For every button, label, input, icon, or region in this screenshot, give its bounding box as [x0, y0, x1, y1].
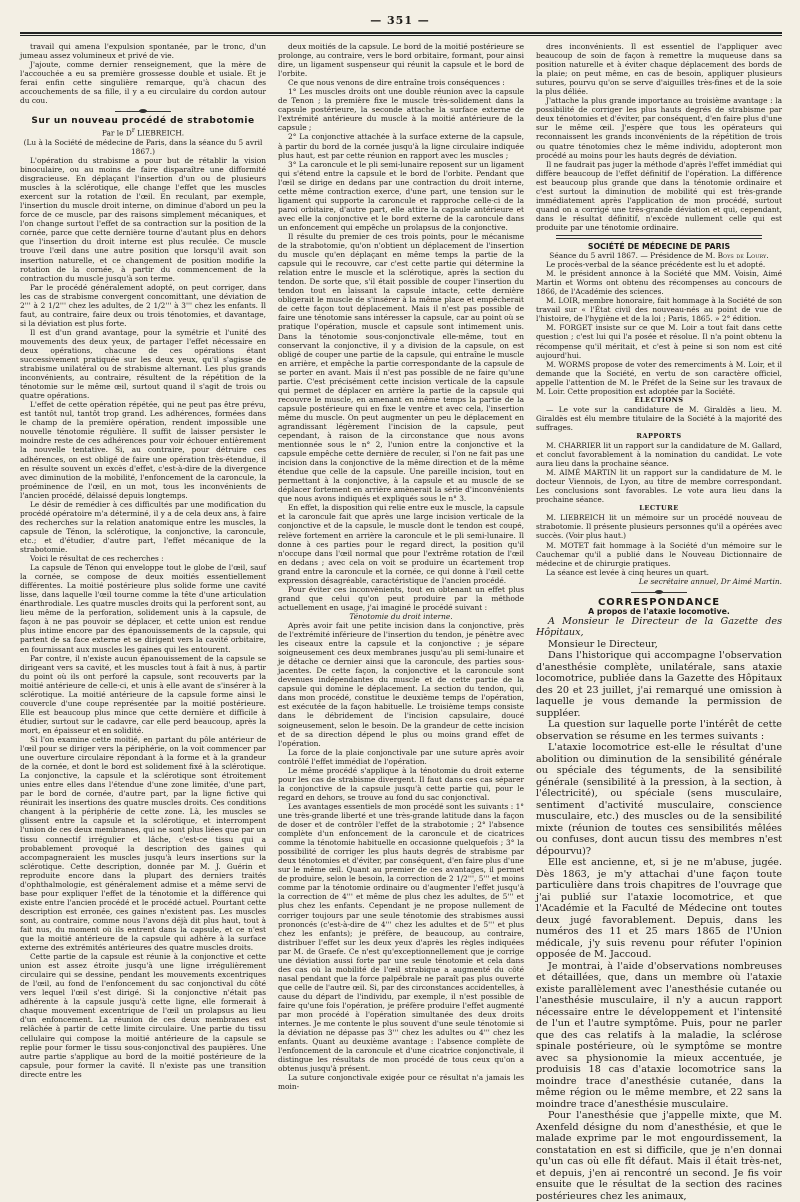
column-3	[536, 42, 782, 1202]
lecture-para-1: M. MOTET fait hommage à la Société d'un mémoire sur le Cauchemar qu'il a publié dans le Nouveau Dictionnaire de médecine et de chirurgie pratiques.	[536, 540, 782, 568]
section-rule	[556, 235, 762, 239]
corr-para-4: Elle est ancienne, et, si je ne m'abuse, jugée. Dès 1863, je m'y attachai d'une façon toute particulière dans trois chapitres de l'ouvrage que j'ai publié sur l'ataxie locomotrice, et que l'Académie et la Faculté de Médecine ont toutes deux jugé favorablement. Depuis, dans les numéros des 11 et 25 mars 1865 de l'Union médicale, j'y suis revenu pour réfuter l'opinion opposée de M. Jaccoud.	[536, 857, 782, 961]
rapports-para-1: M. AIMÉ MARTIN lit un rapport sur la candidature de M. le docteur Viennois, de Lyon, au titre de membre correspondant. Les conclusions sont favorables. Le vote aura lieu dans la prochaine séance.	[536, 468, 782, 505]
elections-heading: ÉLECTIONS	[634, 395, 684, 404]
header-rule	[20, 32, 782, 34]
col1-para-3: L'effet de cette opération répétée, qui ne peut pas être prévu, est tantôt nul, tantôt trop grand. Les adhérences, formées dans le champ de la première opération, rendent impossible une nouvelle ténotomie régulière. Il suffit de laisser persister le moindre reste de ces adhérences pour voir échouer entièrement la nouvelle tentative. Si, au contraire, pour détruire ces adhérences, on est obligé de faire une opération très-étendue, il en résulte souvent un excès d'effet, c'est-à-dire de la divergence avec diminution de la mobilité, l'enfoncement de la caroncule, la proéminence de l'œil, en un mot, tous les inconvénients de l'ancien procédé, délaissé depuis longtemps.	[20, 400, 266, 500]
col2-para2-4: La suture conjonctivale exigée pour ce résultat n'a jamais les moin-	[278, 1073, 524, 1092]
lecture-heading: LECTURE	[639, 504, 679, 513]
col2-para-0: deux moitiés de la capsule. Le bord de la moitié postérieure se prolonge, au contraire, vers le bord orbitaire, formant, pour ainsi dire, un ligament suspenseur qui réunit la capsule et le bord de l'orbite.	[278, 42, 524, 79]
column-1	[20, 42, 266, 1202]
society-session	[536, 251, 782, 260]
corr-para-2: La question sur laquelle porte l'intérêt de cette observation se résume en les termes suivants :	[536, 719, 782, 742]
corr-address: A Monsieur le Directeur de la Gazette des Hôpitaux,	[536, 615, 782, 639]
col2-subhead: Ténotomie du droit interne.	[349, 611, 453, 621]
col2-para-2: 1° Les muscles droits ont une double réunion avec la capsule de Tenon ; la première fixe le muscle très-solidement dans la capsule postérieure, la seconde attache la surface externe de l'extrémité antérieure du muscle à la moitié antérieure de la capsule ;	[278, 87, 524, 133]
elections-para: — Le vote sur la candidature de M. Giraldès a lieu. M. Giraldès est élu membre titulaire de la Société à la majorité des suffrages.	[536, 404, 782, 432]
article-byline: Par le $D^r$ LIEBREICH.	[101, 127, 185, 138]
text-columns	[20, 42, 782, 1202]
rapports-para-0: M. CHARRIER lit un rapport sur la candidature de M. Gallard, et conclut favorablement à la nomination du candidat. Le vote aura lieu dans la prochaine séance.	[536, 441, 782, 469]
article-note: (Lu à la Société de médecine de Paris, dans la séance du 5 avril 1867.)	[23, 137, 263, 156]
society-title: SOCIÉTÉ DE MÉDECINE DE PARIS	[587, 241, 731, 251]
col3-para-1: J'attache la plus grande importance au troisième avantage : la possibilité de corriger les plus hauts degrés de strabisme par deux ténotomies et d'éviter, par conséquent, d'en faire plus d'une sur le même œil. J'espère que tous les opérateurs qui reconnaissent les grands inconvénients de la répétition de trois ou quatre ténotomies chez le même individu, adopteront mon procédé au moins pour les hauts degrés de déviation.	[536, 96, 782, 160]
col2-para-3: 2° La conjonctive attachée à la surface externe de la capsule, à partir du bord de la cornée jusqu'à la ligne circulaire indiquée plus haut, est par cette réunion en rapport avec les muscles ;	[278, 132, 524, 160]
ornament-separator-2	[536, 589, 782, 595]
lecture-para-0: M. LIEBREICH lit un mémoire sur un procédé nouveau de strabotomie. Il présente plusieurs personnes qu'il a opérées avec succès. (Voir plus haut.)	[536, 513, 782, 541]
corr-para-1: Dans l'historique qui accompagne l'observation d'anesthésie complète, unilatérale, sans ataxie locomotrice, publiée dans la Gazette des Hôpitaux des 20 et 23 juillet, j'ai remarqué une omission à laquelle je vous demande la permission de suppléer.	[536, 650, 782, 719]
col1-para-2: Il est d'un grand avantage, pour la symétrie et l'unité des mouvements des deux yeux, de partager l'effet nécessaire en deux opérations, chacune de ces opérations étant successivement pratiquée sur les deux yeux, qu'il s'agisse de strabisme unilatéral ou de strabisme alternant. Les plus grands inconvénients, au contraire, résultent de la répétition de la ténotomie sur le même œil, surtout quand il s'agit de trois ou quatre opérations.	[20, 327, 266, 401]
corr-para-0: Monsieur le Directeur,	[548, 638, 658, 650]
byline-prefix: Par le D	[101, 128, 132, 138]
col1-para-8: Si l'on examine cette moitié, en partant du pôle antérieur de l'œil pour se diriger vers la périphérie, on la voit commencer par une ouverture circulaire répondant à la forme et à la grandeur de la cornée, et dont le bord est solidement fixé à la sclérotique. La conjonctive, la capsule et la sclérotique sont étroitement unies entre elles dans l'étendue d'une zone limitée, d'une part, par le bord de cornée, d'autre part, par la ligne fictive qui réunirait les insertions des quatre muscles droits. Ces conditions changent à la périphérie de cette zone. Là, les muscles se glissent entre la capsule et la sclérotique, et interrompent l'union de ces deux membranes, qui ne sont plus liées que par un tissu connectif irrégulier et lâche, c'est-ce tissu qui a probablement provoqué la description des gaines qui accompagneraient les muscles jusqu'à leurs insertions sur la sclérotique. Cette description, donnée par M. J. Guérin et reproduite encore dans la plupart des derniers traités d'ophthalmologie, est généralement admise et a même servi de base pour expliquer l'effet de la ténotomie et la différence qui existe entre l'ancien procédé et le procédé actuel. Pourtant cette description est erronée, ces gaines n'existent pas. Les muscles sont, au contraire, comme nous l'avons déjà dit plus haut, tout à fait nus, du moment où ils entrent dans la capsule, et ce n'est que la moitié antérieure de la capsule qui adhère à la surface externe des extrémités antérieures des quatre muscles droits.	[20, 734, 266, 953]
society-para-1: M. le président annonce à la Société que MM. Voisin, Aimé Martin et Worms ont obtenu des récompenses au concours de 1866, de l'Académie des sciences.	[536, 269, 782, 297]
column-2	[278, 42, 524, 1202]
article-title: Sur un nouveau procédé de strabotomie	[31, 116, 255, 127]
col1-para-4: Le désir de remédier à ces difficultés par une modification du procédé opératoire m'a déterminé, il y a de cela deux ans, à faire des recherches sur la relation anatomique entre les muscles, la capsule de Ténon, la sclérotique, la conjonctive, la caroncule, etc.; et d'étudier, d'autre part, l'effet mécanique de la strabotomie.	[20, 499, 266, 554]
corr-para-3: L'ataxie locomotrice est-elle le résultat d'une abolition ou diminution de la sensibilité générale ou spéciale des téguments, de la sensibilité générale (sensibilité à la pression, à la section, à l'électricité), ou spéciale (sens musculaire, sentiment d'activité musculaire, conscience musculaire, etc.) des muscles ou de la sensibilité mixte (réunion de toutes ces sensibilités mêlées ou confuses, dont aucun tissu des membres n'est dépourvu)?	[536, 742, 782, 857]
col2-para-4: 3° La caroncule et le pli semi-lunaire reposent sur un ligament qui s'étend entre la capsule et le bord de l'orbite. Pendant que l'œil se dirige en dedans par une contraction du droit interne, cette même contraction exerce, d'une part, une tension sur le ligament qui supporte la caroncule et rapproche celle-ci de la paroi orbitaire, d'autre part, elle attire la capsule antérieure et avec elle la conjonctive et le bord externe de la caroncule dans un enfoncement qui empêche un prolapsus de la conjonctive.	[278, 159, 524, 232]
col3-para-0: dres inconvénients. Il est essentiel de l'appliquer avec beaucoup de soin de façon à remettre la muqueuse dans sa position naturelle et à éviter chaque déplacement des bords de la plaie; on peut même, en cas de besoin, appliquer plusieurs sutures, pourvu qu'on se serve d'aiguilles très-fines et de la soie la plus déliée.	[536, 42, 782, 97]
society-para-3: M. FORGET insiste sur ce que M. Loir a tout fait dans cette question ; c'est lui qui l'a posée et résolue. Il n'a point obtenu la récompense qu'il méritait, et c'est à peine si son nom est cité aujourd'hui.	[536, 323, 782, 360]
correspondance-subtitle: A propos de l'ataxie locomotive.	[588, 606, 730, 616]
col1-para-6: La capsule de Ténon qui enveloppe tout le globe de l'œil, sauf la cornée, se compose de deux moitiés essentiellement différentes. La moitié postérieure plus solide forme une cavité lisse, dans laquelle l'œil tourne comme la tête d'une articulation énarthrodiale. Les quatre muscles droits qui la perforent sont, au lieu même de la perforation, solidement unis à la capsule, de façon à ne pas pouvoir se déplacer, et cette union est rendue plus intime encore par des épanouissements de la capsule, qui partent de sa face externe et se dirigent vers la cavité orbitaire, en fournissant aux muscles les gaines qui les entourent.	[20, 563, 267, 654]
correspondance-title: CORRESPONDANCE	[597, 596, 721, 608]
page-number: — 351 —	[370, 14, 430, 27]
col1-intro-0: travail qui amena l'expulsion spontanée, par le tronc, d'un jumeau assez volumineux et privé de vie.	[20, 42, 266, 61]
col2-para2-3: Les avantages essentiels de mon procédé sont les suivants : 1° une très-grande liberté et une très-grande latitude dans la façon de doser et de contrôler l'effet de la strabotomie ; 2° l'absence complète d'un enfoncement de la caroncule et de cicatrices comme la ténotomie habituelle en occasionne quelquefois ; 3° la possibilité de corriger les plus hauts degrés de strabisme par deux ténotomies et d'éviter, par conséquent, d'en faire plus d'une sur le même œil. Quant au premier de ces avantages, il permet de produire, selon le besoin, la correction de 2 1/2''', 5''' et moins comme par la ténotomie ordinaire ou d'augmenter l'effet jusqu'à la correction de 4''' et même de plus chez les adultes, de 5''' et plus chez les enfants. Cependant je ne propose nullement de corriger toujours par une seule ténotomie des strabismes aussi prononcés (c'est-à-dire de 4''' chez les adultes et de 5''' et plus chez les enfants); je préfère, de beaucoup, au contraire, distribuer l'effet sur les deux yeux d'après les règles indiquées par M. de Graefe. Ce n'est qu'exceptionnellement que je corrige une déviation aussi forte par une seule ténotomie et cela dans des cas où la mobilité de l'œil strabique a augmenté du côté nasal pendant que la force palpébrale ne paraît pas plus ouverte que celle de l'autre œil. Si, par des circonstances accidentelles, à cause du départ de l'individu, par exemple, il n'est possible de faire qu'une fois l'opération, je préfère produire l'effet augmenté par mon procédé à l'opération simultanée des deux droits internes. Je me contente le plus souvent d'une seule ténotomie si la déviation ne dépasse pas 3''' chez les adultes ou 4''' chez les enfants. Quant au deuxième avantage : l'absence complète de l'enfoncement de la caroncule et d'une cicatrice conjonctivale, il distingue les résultats de mon procédé de tous ceux qu'on a obtenus jusqu'à présent.	[278, 801, 524, 1074]
col2-para-1: Ce que nous venons de dire entraîne trois conséquences :	[288, 78, 505, 88]
col2-para-7: Pour éviter ces inconvénients, tout en obtenant un effet plus grand que celui qu'on peut produire par la méthode actuellement en usage, j'ai imaginé le procédé suivant :	[278, 584, 524, 612]
lecture-para-2: La séance est levée à cinq heures un quart.	[546, 567, 710, 577]
col2-para2-1: La force de la plaie conjonctivale par une suture après avoir contrôlé l'effet immédiat de l'opération.	[278, 747, 524, 766]
col1-para-5: Voici le résultat de ces recherches :	[30, 554, 164, 564]
col2-para-6: En effet, la disposition qui relie entre eux le muscle, la capsule et la caroncule fait que après une large incision verticale de la conjonctive et de la capsule, le muscle dont le tendon est coupé, relève fortement en arrière la caroncule et le pli semi-lunaire. Il donne à ces parties pour le regard direct, la position qu'il n'occupe dans l'œil normal que pour l'extrême rotation de l'œil en dedans ; avec cela on voit se produire un écartement trop grand entre la caroncule et la cornée, ce qui donne à l'œil cette expression désagréable, caractéristique de l'ancien procédé.	[278, 503, 524, 585]
society-para-0: Le procès-verbal de la séance précédente est lu et adopté.	[546, 260, 766, 270]
correspondance-body	[536, 616, 782, 1202]
corr-para-5: Je montrai, à l'aide d'observations nombreuses et détaillées, que, dans un membre où l'ataxie existe parallèlement avec l'anesthésie cutanée ou l'anesthésie musculaire, il n'y a aucun rapport nécessaire entre le développement et l'intensité de l'un et l'autre symptôme. Puis, pour ne parler que des cas relatifs à la maladie, la sclérose spinale postérieure, où le symptôme se montre avec sa physionomie la mieux accentuée, je produisis 18 cas d'ataxie locomotrice sans la moindre trace d'anesthésie cutanée, dans la même région ou le même membre, et 22 sans la moindre trace d'anesthésie musculaire.	[536, 960, 782, 1110]
ornament-separator	[20, 108, 266, 114]
col1-para-1: Par le procédé généralement adopté, on peut corriger, dans les cas de strabisme convergent concomittant, une déviation de 2''' à 2 1/2''' chez les adultes, de 2 1/2''' à 3''' chez les enfants. Il faut, au contraire, faire deux ou trois ténotomies, et davantage, si la déviation est plus forte.	[20, 282, 266, 328]
byline-name: LIEBREICH.	[137, 128, 185, 138]
secretary-signature: Le secrétaire annuel, Dr Aimé Martin.	[638, 576, 782, 586]
col1-intro-1: J'ajoute, comme dernier renseignement, que la mère de l'accouchée a eu sa première grossesse double et usiale. Et je ferai enfin cette singulière remarque, qu'à chacun des accouchements de sa fille, il y a eu circulaire du cordon autour du cou.	[20, 60, 266, 106]
rapports-heading: RAPPORTS	[636, 431, 682, 440]
society-para-4: M. WORMS propose de voter des remerciments à M. Loir, et il demande que la Société, en vertu de son caractère officiel, appelle l'attention de M. le Préfet de la Seine sur les travaux de M. Loir. Cette proposition est adoptée par la Société.	[536, 359, 782, 396]
col1-para-9: Cette partie de la capsule est réunie à la conjonctive et cette union est assez étroite jusqu'à une ligne irrégulièrement circulaire qui se dessine, pendant les mouvements excentriques de l'œil, au fond de l'enfoncement du sac conjonctival du côté vers lequel l'œil s'est dirigé. Si la conjonctive n'était pas adhérente à la capsule jusqu'à cette ligne, elle formerait à chaque mouvement excentrique de l'œil un prolapsus au lieu d'un enfoncement. La réunion de ces deux membranes est relâchée à partir de cette limite circulaire. Une partie du tissu cellulaire qui compose la moitié antérieure de la capsule se replie pour former le tissu sous-conjonctival des paupières. Une autre partie s'applique au bord de la moitié postérieure de la capsule, pour former la cavité. Il n'existe pas une transition directe entre les	[20, 952, 266, 1079]
header-rule-thin	[20, 35, 782, 36]
society-president: Boys de Loury.	[717, 251, 769, 261]
col3-para-2: Il ne faudrait pas juger la méthode d'après l'effet immédiat qui diffère beaucoup de l'effet définitif de l'opération. La différence est beaucoup plus grande que dans la ténotomie ordinaire et c'est surtout la diminution de mobilité qui est très-grande immédiatement après l'application de mon procédé, surtout quand on a corrigé une très-grande déviation et qui, cependant, dans le résultat définitif, n'excède nullement celle qui est produite par une ténotomie ordinaire.	[536, 159, 782, 232]
col2-para2-0: Après avoir fait une petite incision dans la conjonctive, près de l'extrémité inférieure de l'insertion du tendon, je pénètre avec les ciseaux entre la capsule et la conjonctive ; je sépare soigneusement ces deux membranes jusqu'au pli semi-lunaire et je détache ce dernier ainsi que la caroncule, des parties sous-jacentes. De cette façon, la conjonctive et la caroncule sont devenues indépendantes du muscle et de cette partie de la capsule qui domine le déplacement. La section du tendon, qui, dans mon procédé, constitue le deuxième temps de l'opération, est exécutée de la façon habituelle. Le troisième temps consiste dans le débridement de l'incision capsulaire, doucé soigneusement, selon le besoin. De la grandeur de cette incision et de sa direction dépend le plus ou moins grand effet de l'opération.	[278, 621, 524, 748]
corr-para-6: Pour l'anesthésie que j'appelle mixte, que M. Axenfeld désigne du nom d'anesthésie, et que le malade exprime par le mot engourdissement, la constatation en est si difficile, que je n'en donnai qu'un cas où elle fît défaut. Mais il était très-net, et depuis, j'en ai rencontré un second. Je fis voir ensuite que le résultat de la section des racines postérieures chez les animaux,	[536, 1110, 782, 1202]
col2-para-5: Il résulte du premier de ces trois points, pour le mécanisme de la strabotomie, qu'on n'obtient un déplacement de l'insertion du muscle qu'en déplaçant en même temps la partie de la capsule qui le recouvre, car c'est cette partie qui détermine la relation entre le muscle et la sclérotique, après la section du tendon. De sorte que, s'il était possible de couper l'insertion du tendon tout en laissant la capsule intacte, cette dernière obligerait le muscle de s'insérer à la même place et empêcherait de cette façon tout déplacement. Mais il n'est pas possible de faire une ténotomie sans intéresser la capsule, car au point où se pratique l'opération, muscle et capsule sont intimement unis. Dans la ténotomie sous-conjonctivale elle-même, tout en conservant la conjonctive, il y a division de la capsule, on est obligé de couper une partie de la capsule, qui entraîne le muscle en arrière, et empêche la partie correspondante de la capsule de se porter en avant. Mais il n'est pas possible de ne faire qu'une partie. C'est précisément cette incision verticale de la capsule qui permet de déplacer en arrière la partie de la capsule qui recouvre le muscle, en amenant en même temps la partie de la capsule postérieure qui en fixe le ventre et avec cela, l'insertion même du muscle. On peut augmenter un peu le déplacement en agrandissant légèrement l'incision de la capsule, peut cependant, à raison de la circonstance que nous avons mentionnée sous le n° 2, l'union entre la conjonctive et la capsule empêche cette dernière de reculer, si l'on ne fait pas une incision dans la conjonctive de la même direction et de la même étendue que celle de la capsule. Une pareille incision, tout en permettant à la conjonctive, à la capsule et au muscle de se déplacer fortement en arrière amènerait la série d'inconvénients que nous avons indiqués et expliqués sous le n° 3.	[278, 231, 524, 504]
col1-para-0: L'opération du strabisme a pour but de rétablir la vision binoculaire, ou au moins de faire disparaître une difformité disgracieuse. En déplaçant l'insertion d'un ou de plusieurs muscles à la sclérotique, elle change l'effet que les muscles exercent sur la rotation de l'œil. En reculant, par exemple, l'insertion du muscle droit interne, on diminue d'abord un peu la force de ce muscle, par des raisons simplement mécaniques, et l'on change surtout l'effet de sa contraction sur la position de la cornée, parce que cette dernière tourne d'autant plus en dehors que l'insertion du droit interne est plus reculée. Ce muscle trouve l'œil dans une autre position que lorsqu'il avait son insertion naturelle, et ce changement de position modifie la rotation de la cornée, à partir du commencement de la contraction du muscle jusqu'à son terme.	[20, 155, 266, 283]
society-session-prefix: Séance du 5 avril 1867. — Présidence de M.	[549, 251, 716, 261]
col1-para-7: Par contre, il n'existe aucun épanouissement de la capsule se dirigeant vers sa cavité, et les muscles tout à fait à nus, à partir du point où ils ont perforé la capsule, sont recouverts par la moitié antérieure de celle-ci, et unis à elle avant de s'insérer à la sclérotique. La moitié antérieure de la capsule forme ainsi le couvercle d'une coupe représentée par la moitié postérieure. Elle est beaucoup plus mince que cette dernière et difficile à étudier, surtout sur le cadavre, car elle perd beaucoup, après la mort, en épaisseur et en solidité.	[20, 653, 266, 735]
society-para-2: M. LOIR, membre honoraire, fait hommage à la Société de son travail sur « l'État civil des nouveau-nés au point de vue de l'histoire, de l'hygiène et de la loi ; Paris, 1865. » 2° édition.	[536, 296, 782, 324]
col2-para2-2: Le même procédé s'applique à la ténotomie du droit externe pour les cas de strabisme divergent. Il faut dans ces cas séparer la conjonctive de la capsule jusqu'à cette partie qui, pour le regard en dehors, se trouve au fond du sac conjonctival.	[278, 765, 524, 802]
